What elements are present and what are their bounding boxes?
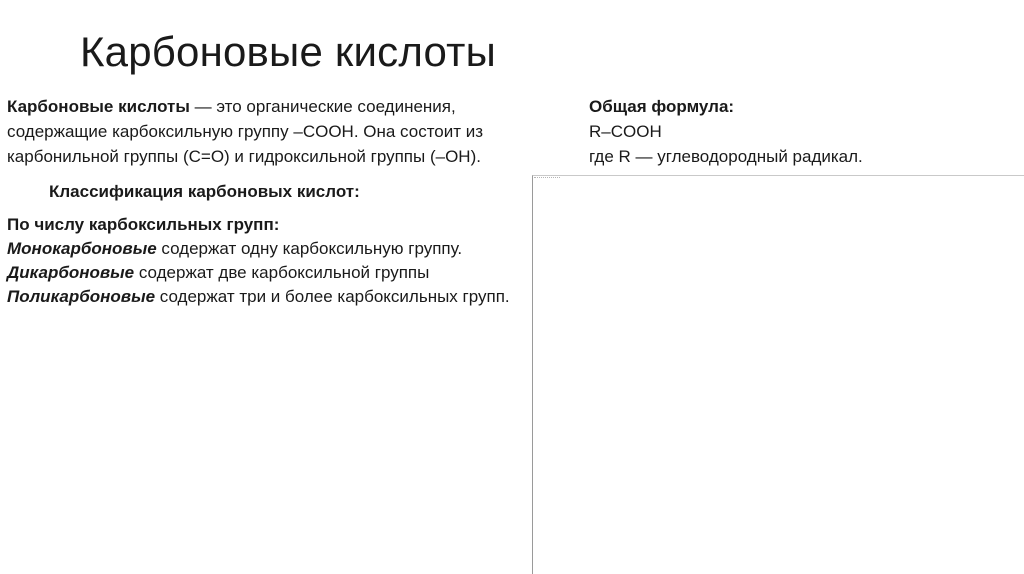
classification-item-text: содержат одну карбоксильную группу. xyxy=(156,239,463,258)
formula-heading: Общая формула: xyxy=(589,97,735,116)
intro-term: Карбоновые кислоты xyxy=(7,97,190,116)
intro-paragraph xyxy=(7,94,547,169)
image-placeholder-marker xyxy=(534,177,560,181)
classification-item xyxy=(7,261,532,285)
classification-item xyxy=(7,285,532,309)
general-formula-block xyxy=(589,94,989,169)
classification-heading: Классификация карбоновых кислот: xyxy=(49,182,360,201)
slide-title: Карбоновые кислоты xyxy=(80,28,496,75)
classification-subheading: По числу карбоксильных групп: xyxy=(7,215,280,234)
classification-item-term: Дикарбоновые xyxy=(7,263,135,282)
classification-item-term: Монокарбоновые xyxy=(7,239,157,258)
classification-block xyxy=(7,213,532,309)
formula-explanation: где R — углеводородный радикал. xyxy=(589,147,863,166)
classification-item-term: Поликарбоновые xyxy=(7,287,156,306)
classification-item-text: содержат две карбоксильной группы xyxy=(134,263,430,282)
classification-item xyxy=(7,237,532,261)
classification-item-text: содержат три и более карбоксильных групп. xyxy=(155,287,510,306)
image-placeholder xyxy=(532,175,1024,574)
formula-text: R–COOH xyxy=(589,122,662,141)
intro-definition: — это органические соединения, содержащие карбоксильную группу –COOH. Она состоит из карбонильной группы (C=O) и гидроксильной группы (–OH). xyxy=(7,97,484,166)
